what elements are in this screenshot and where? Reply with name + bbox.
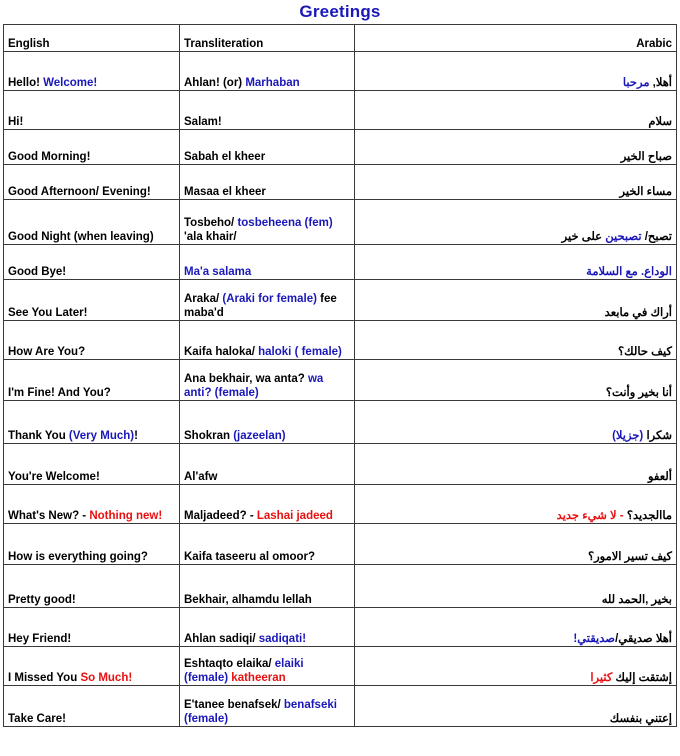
table-row <box>4 91 677 130</box>
arabic-segment: - لا شيء جديد <box>556 509 624 522</box>
transliteration-segment: Sabah el kheer <box>184 150 266 163</box>
english-segment: Hi! <box>8 115 24 128</box>
cell-arabic <box>355 130 677 165</box>
greetings-table <box>3 24 677 727</box>
cell-arabic <box>355 52 677 91</box>
cell-transliteration <box>180 401 355 444</box>
arabic-segment: بخير ,الحمد لله <box>601 593 672 606</box>
transliteration-segment: Bekhair, alhamdu lellah <box>184 593 312 606</box>
cell-arabic <box>355 360 677 401</box>
english-segment: You're Welcome! <box>8 470 100 483</box>
transliteration-segment: Masaa el kheer <box>184 185 266 198</box>
cell-arabic <box>355 524 677 565</box>
transliteration-segment: Lashai jadeed <box>256 509 333 522</box>
table-header <box>4 25 677 52</box>
english-segment: What's New? - <box>8 509 90 522</box>
cell-arabic <box>355 200 677 245</box>
english-segment: How Are You? <box>8 345 86 358</box>
cell-transliteration <box>180 91 355 130</box>
cell-arabic <box>355 608 677 647</box>
arabic-segment: أراك في مابعد <box>604 306 672 319</box>
transliteration-segment: E'tanee benafsek/ <box>184 699 284 711</box>
transliteration-segment: Kaifa taseeru al omoor? <box>184 550 316 563</box>
arabic-segment: ألعفو <box>647 470 672 483</box>
transliteration-segment: elaiki (female) <box>184 658 304 684</box>
arabic-segment: كيف حالك؟ <box>618 345 672 358</box>
arabic-segment: أهلا, <box>649 76 672 89</box>
cell-transliteration <box>180 245 355 280</box>
table-row <box>4 565 677 608</box>
arabic-segment: شكرا <box>643 429 672 442</box>
page-title: Greetings <box>299 2 381 21</box>
cell-transliteration <box>180 565 355 608</box>
arabic-segment: على خير <box>561 230 603 243</box>
table-row <box>4 524 677 565</box>
cell-arabic <box>355 165 677 200</box>
cell-arabic <box>355 485 677 524</box>
transliteration-segment: Tosbeho/ <box>184 217 238 229</box>
transliteration-segment: wa anti? (female) <box>184 373 324 399</box>
english-segment: See You Later! <box>8 306 88 319</box>
english-segment: Hey Friend! <box>8 632 72 645</box>
english-segment: Nothing new! <box>89 509 163 522</box>
cell-arabic <box>355 686 677 727</box>
arabic-segment: أنا بخير وأنت؟ <box>605 386 672 399</box>
arabic-segment: سلام <box>648 115 672 128</box>
english-segment: ! <box>134 429 138 442</box>
arabic-segment: تصبح/ <box>641 230 672 243</box>
table-row <box>4 321 677 360</box>
cell-transliteration <box>180 280 355 321</box>
english-segment: How is everything going? <box>8 550 148 563</box>
english-segment: So Much! <box>80 671 133 684</box>
table-row <box>4 245 677 280</box>
cell-english <box>4 485 180 524</box>
transliteration-segment: Araka/ <box>184 293 223 305</box>
transliteration-segment: Shokran <box>184 429 234 442</box>
table-row <box>4 647 677 686</box>
arabic-segment: الوداع. مع السلامة <box>586 265 672 278</box>
english-segment: Good Bye! <box>8 265 67 278</box>
column-header-arabic: Arabic <box>355 25 677 52</box>
cell-arabic <box>355 91 677 130</box>
cell-english <box>4 91 180 130</box>
cell-transliteration <box>180 321 355 360</box>
cell-english <box>4 130 180 165</box>
english-segment: Good Afternoon/ Evening! <box>8 185 151 198</box>
arabic-segment: مساء الخير <box>619 185 672 198</box>
table-row <box>4 280 677 321</box>
cell-english <box>4 686 180 727</box>
cell-arabic <box>355 280 677 321</box>
arabic-segment: كيف تسير الامور؟ <box>587 550 672 563</box>
cell-arabic <box>355 647 677 686</box>
cell-english <box>4 444 180 485</box>
transliteration-segment: katheeran <box>231 671 286 684</box>
transliteration-segment: Kaifa haloka/ <box>184 345 259 358</box>
transliteration-segment: Salam! <box>184 115 222 128</box>
transliteration-segment: haloki ( female) <box>258 345 342 358</box>
cell-transliteration <box>180 130 355 165</box>
arabic-segment: صديقتي! <box>573 632 616 645</box>
transliteration-segment: (Araki for female) <box>222 293 321 305</box>
cell-transliteration <box>180 360 355 401</box>
column-header-transliteration: Transliteration <box>180 25 355 52</box>
arabic-segment: كثيرا <box>590 671 613 684</box>
table-row <box>4 360 677 401</box>
cell-arabic <box>355 321 677 360</box>
cell-english <box>4 52 180 91</box>
cell-english <box>4 565 180 608</box>
table-row <box>4 52 677 91</box>
transliteration-segment: Al'afw <box>184 470 218 483</box>
english-segment: Take Care! <box>8 712 66 725</box>
cell-transliteration <box>180 608 355 647</box>
english-segment: Good Night (when leaving) <box>8 230 154 243</box>
cell-arabic <box>355 444 677 485</box>
cell-english <box>4 280 180 321</box>
arabic-segment: مرحبا <box>622 76 650 89</box>
arabic-segment: صباح الخير <box>620 150 672 163</box>
table-row <box>4 200 677 245</box>
arabic-segment: ماالجديد؟ <box>623 509 672 522</box>
cell-english <box>4 647 180 686</box>
cell-arabic <box>355 565 677 608</box>
cell-arabic <box>355 245 677 280</box>
transliteration-segment: Ahlan! (or) <box>184 76 246 89</box>
cell-transliteration <box>180 165 355 200</box>
cell-english <box>4 200 180 245</box>
arabic-segment: أهلا صديقي/ <box>615 632 672 645</box>
table-body <box>4 52 677 727</box>
table-row <box>4 485 677 524</box>
table-row <box>4 401 677 444</box>
english-segment: I'm Fine! And You? <box>8 386 111 399</box>
transliteration-segment: fee maba'd <box>184 293 337 319</box>
column-header-english: English <box>4 25 180 52</box>
english-segment: (Very Much) <box>68 429 135 442</box>
english-segment: Good Morning! <box>8 150 91 163</box>
english-segment: I Missed You <box>8 671 81 684</box>
arabic-segment: إعتني بنفسك <box>609 712 672 725</box>
cell-english <box>4 360 180 401</box>
english-segment: Thank You <box>8 429 69 442</box>
cell-transliteration <box>180 200 355 245</box>
table-row <box>4 165 677 200</box>
transliteration-segment: (jazeelan) <box>233 429 286 442</box>
table-row <box>4 444 677 485</box>
cell-english <box>4 401 180 444</box>
cell-transliteration <box>180 444 355 485</box>
table-header-row <box>4 25 677 52</box>
cell-english <box>4 321 180 360</box>
transliteration-segment: Ahlan sadiqi/ <box>184 632 259 645</box>
transliteration-segment: Maljadeed? - <box>184 509 257 522</box>
cell-english <box>4 245 180 280</box>
transliteration-segment: Eshtaqto elaika/ <box>184 658 275 670</box>
transliteration-segment: tosbeheena (fem) <box>237 217 333 229</box>
table-row <box>4 130 677 165</box>
transliteration-segment: benafseki (female) <box>184 699 337 725</box>
cell-english <box>4 524 180 565</box>
cell-english <box>4 608 180 647</box>
arabic-segment: إشتقت إليك <box>612 671 672 684</box>
cell-english <box>4 165 180 200</box>
arabic-segment: تصبحين <box>602 230 642 243</box>
cell-arabic <box>355 401 677 444</box>
cell-transliteration <box>180 52 355 91</box>
table-row <box>4 686 677 727</box>
transliteration-segment: 'ala khair/ <box>184 230 237 243</box>
english-segment: Pretty good! <box>8 593 76 606</box>
cell-transliteration <box>180 686 355 727</box>
table-row <box>4 608 677 647</box>
cell-transliteration <box>180 485 355 524</box>
transliteration-segment: sadiqati! <box>258 632 307 645</box>
transliteration-segment: Marhaban <box>245 76 300 89</box>
transliteration-segment: Ana bekhair, wa anta? <box>184 373 308 385</box>
arabic-segment: (جزيلا) <box>612 429 644 442</box>
cell-transliteration <box>180 524 355 565</box>
english-segment: Welcome! <box>43 76 98 89</box>
transliteration-segment: Ma'a salama <box>184 265 252 278</box>
english-segment: Hello! <box>8 76 44 89</box>
cell-transliteration <box>180 647 355 686</box>
